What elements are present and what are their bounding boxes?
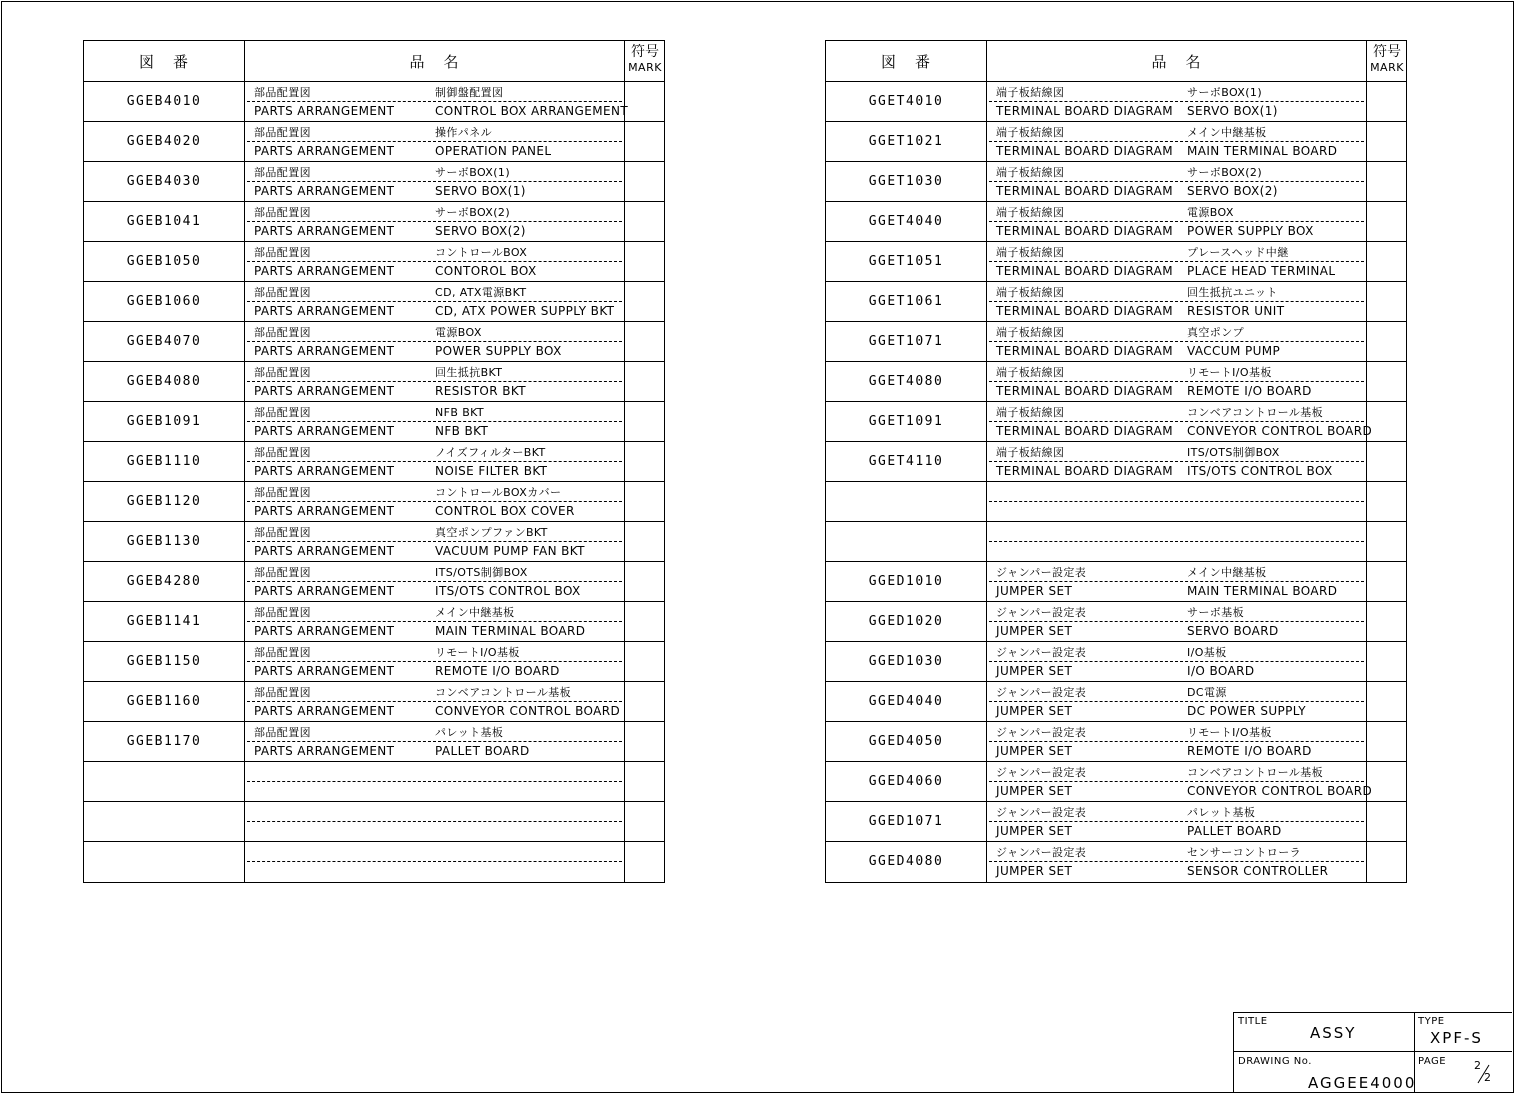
title-block-divider bbox=[1234, 1051, 1512, 1052]
dashed-separator bbox=[989, 101, 1364, 102]
dashed-separator bbox=[989, 621, 1364, 622]
table-row bbox=[826, 522, 1406, 562]
category-jp: 端子板結線図 bbox=[996, 446, 1065, 459]
dashed-separator bbox=[989, 741, 1364, 742]
page-total: 2 bbox=[1484, 1071, 1491, 1084]
item-name-en: ITS/OTS CONTROL BOX bbox=[435, 584, 581, 598]
item-name-en: SENSOR CONTROLLER bbox=[1187, 864, 1329, 878]
item-name-jp: メイン中継基板 bbox=[1187, 126, 1267, 139]
table-row bbox=[826, 402, 1406, 442]
table-row bbox=[84, 642, 664, 682]
drawing-number: GGET1091 bbox=[868, 414, 944, 429]
dashed-separator bbox=[247, 301, 622, 302]
header-mark bbox=[625, 41, 665, 81]
category-en: TERMINAL BOARD DIAGRAM bbox=[996, 424, 1173, 438]
item-name-jp: 真空ポンプファンBKT bbox=[435, 526, 548, 539]
item-name-jp: 回生抵抗ユニット bbox=[1187, 286, 1278, 299]
drawing-number: GGEB4080 bbox=[126, 374, 202, 389]
dashed-separator bbox=[989, 141, 1364, 142]
category-en: TERMINAL BOARD DIAGRAM bbox=[996, 384, 1173, 398]
table-row bbox=[84, 722, 664, 762]
title-block bbox=[1233, 1012, 1512, 1092]
item-name-en: SERVO BOX(2) bbox=[1187, 184, 1278, 198]
item-name-en: PALLET BOARD bbox=[1187, 824, 1282, 838]
dashed-separator bbox=[247, 581, 622, 582]
item-name-jp: メイン中継基板 bbox=[435, 606, 515, 619]
page-number: 2 bbox=[1474, 1059, 1481, 1072]
right-parts-table bbox=[825, 40, 1407, 883]
category-en: PARTS ARRANGEMENT bbox=[254, 584, 395, 598]
category-jp: 端子板結線図 bbox=[996, 246, 1065, 259]
category-en: PARTS ARRANGEMENT bbox=[254, 464, 395, 478]
drawing-number: GGED1071 bbox=[868, 814, 944, 829]
dashed-separator bbox=[247, 861, 622, 862]
item-name-jp: ITS/OTS制御BOX bbox=[1187, 446, 1280, 459]
table-row bbox=[826, 682, 1406, 722]
drawing-number bbox=[826, 522, 986, 561]
item-name-en: CONTROL BOX COVER bbox=[435, 504, 575, 518]
dashed-separator bbox=[989, 501, 1364, 502]
category-jp: 部品配置図 bbox=[254, 246, 311, 259]
item-name-jp: コンベアコントロール基板 bbox=[1187, 406, 1324, 419]
item-name-en: CONTROL BOX ARRANGEMENT bbox=[435, 104, 629, 118]
category-jp: 部品配置図 bbox=[254, 446, 311, 459]
table-row bbox=[826, 442, 1406, 482]
item-name-jp: リモートI/O基板 bbox=[1187, 366, 1272, 379]
dashed-separator bbox=[247, 101, 622, 102]
item-name-en: CONVEYOR CONTROL BOARD bbox=[1187, 424, 1373, 438]
item-name-jp: コントロールBOX bbox=[435, 246, 528, 259]
item-name-en: RESISTOR BKT bbox=[435, 384, 526, 398]
item-name-jp: 制御盤配置図 bbox=[435, 86, 504, 99]
category-en: PARTS ARRANGEMENT bbox=[254, 624, 395, 638]
item-name-jp: 操作パネル bbox=[435, 126, 492, 139]
category-en: PARTS ARRANGEMENT bbox=[254, 664, 395, 678]
category-en: TERMINAL BOARD DIAGRAM bbox=[996, 144, 1173, 158]
category-en: PARTS ARRANGEMENT bbox=[254, 344, 395, 358]
category-jp: 部品配置図 bbox=[254, 606, 311, 619]
dashed-separator bbox=[247, 261, 622, 262]
header-drawing-number: 図 番 bbox=[138, 52, 190, 71]
item-name-en: SERVO BOX(1) bbox=[1187, 104, 1278, 118]
item-name-jp: コントロールBOXカバー bbox=[435, 486, 562, 499]
dashed-separator bbox=[247, 341, 622, 342]
item-name-en: MAIN TERMINAL BOARD bbox=[435, 624, 586, 638]
item-name-en: OPERATION PANEL bbox=[435, 144, 552, 158]
table-row bbox=[826, 362, 1406, 402]
header-mark-jp: 符号 bbox=[631, 44, 659, 60]
drawing-number: GGED4040 bbox=[868, 694, 944, 709]
table-row bbox=[826, 562, 1406, 602]
category-jp: 部品配置図 bbox=[254, 526, 311, 539]
dashed-separator bbox=[247, 781, 622, 782]
category-jp: ジャンパー設定表 bbox=[996, 846, 1087, 859]
drawing-number: GGET4040 bbox=[868, 214, 944, 229]
category-jp: 部品配置図 bbox=[254, 686, 311, 699]
table-row bbox=[84, 482, 664, 522]
table-row bbox=[826, 322, 1406, 362]
table-row bbox=[826, 642, 1406, 682]
header-mark-en: MARK bbox=[628, 61, 662, 74]
item-name-jp: リモートI/O基板 bbox=[1187, 726, 1272, 739]
item-name-en: I/O BOARD bbox=[1187, 664, 1255, 678]
drawing-number: GGEB1120 bbox=[126, 494, 202, 509]
item-name-jp: サーボBOX(2) bbox=[435, 206, 511, 219]
dashed-separator bbox=[247, 381, 622, 382]
header-item-name: 品 名 bbox=[409, 52, 461, 71]
drawing-number: GGEB4280 bbox=[126, 574, 202, 589]
header-mark bbox=[1367, 41, 1407, 81]
drawing-number: GGET1071 bbox=[868, 334, 944, 349]
table-row bbox=[84, 842, 664, 882]
table-row bbox=[84, 82, 664, 122]
item-name-jp: センサーコントローラ bbox=[1187, 846, 1301, 859]
category-jp: 端子板結線図 bbox=[996, 286, 1065, 299]
category-en: PARTS ARRANGEMENT bbox=[254, 424, 395, 438]
dashed-separator bbox=[989, 781, 1364, 782]
table-row bbox=[826, 162, 1406, 202]
item-name-jp: CD, ATX電源BKT bbox=[435, 286, 527, 299]
category-jp: 部品配置図 bbox=[254, 566, 311, 579]
category-en: TERMINAL BOARD DIAGRAM bbox=[996, 464, 1173, 478]
category-en: TERMINAL BOARD DIAGRAM bbox=[996, 264, 1173, 278]
dashed-separator bbox=[989, 301, 1364, 302]
dashed-separator bbox=[989, 381, 1364, 382]
item-name-en: DC POWER SUPPLY bbox=[1187, 704, 1307, 718]
item-name-jp: サーボBOX(2) bbox=[1187, 166, 1263, 179]
drawing-number: GGET1051 bbox=[868, 254, 944, 269]
drawing-number: GGEB1091 bbox=[126, 414, 202, 429]
dashed-separator bbox=[989, 221, 1364, 222]
item-name-en: MAIN TERMINAL BOARD bbox=[1187, 144, 1338, 158]
header-mark-jp: 符号 bbox=[1373, 44, 1401, 60]
item-name-jp: サーボBOX(1) bbox=[435, 166, 511, 179]
table-row bbox=[826, 242, 1406, 282]
page-fraction bbox=[1474, 1059, 1494, 1087]
dashed-separator bbox=[989, 661, 1364, 662]
category-jp: 端子板結線図 bbox=[996, 166, 1065, 179]
item-name-en: MAIN TERMINAL BOARD bbox=[1187, 584, 1338, 598]
dashed-separator bbox=[247, 421, 622, 422]
item-name-en: ITS/OTS CONTROL BOX bbox=[1187, 464, 1333, 478]
header-mark-en: MARK bbox=[1370, 61, 1404, 74]
item-name-en: PALLET BOARD bbox=[435, 744, 530, 758]
table-row bbox=[826, 122, 1406, 162]
drawing-number: GGEB1130 bbox=[126, 534, 202, 549]
table-row bbox=[826, 842, 1406, 882]
dashed-separator bbox=[989, 461, 1364, 462]
item-name-en: CD, ATX POWER SUPPLY BKT bbox=[435, 304, 615, 318]
category-jp: 部品配置図 bbox=[254, 326, 311, 339]
category-en: JUMPER SET bbox=[996, 584, 1073, 598]
item-name-jp: プレースヘッド中継 bbox=[1187, 246, 1289, 259]
dashed-separator bbox=[247, 501, 622, 502]
drawing-number: GGEB1041 bbox=[126, 214, 202, 229]
table-row bbox=[84, 282, 664, 322]
category-en: TERMINAL BOARD DIAGRAM bbox=[996, 104, 1173, 118]
dashed-separator bbox=[247, 221, 622, 222]
dashed-separator bbox=[247, 141, 622, 142]
table-row bbox=[826, 802, 1406, 842]
item-name-jp: サーボBOX(1) bbox=[1187, 86, 1263, 99]
item-name-en: POWER SUPPLY BOX bbox=[435, 344, 562, 358]
table-row bbox=[826, 722, 1406, 762]
category-en: PARTS ARRANGEMENT bbox=[254, 104, 395, 118]
item-name-jp: コンベアコントロール基板 bbox=[1187, 766, 1324, 779]
category-jp: 端子板結線図 bbox=[996, 406, 1065, 419]
table-row bbox=[826, 82, 1406, 122]
category-en: PARTS ARRANGEMENT bbox=[254, 144, 395, 158]
drawing-number: GGEB4010 bbox=[126, 94, 202, 109]
left-parts-table bbox=[83, 40, 665, 883]
table-row bbox=[84, 522, 664, 562]
category-en: PARTS ARRANGEMENT bbox=[254, 264, 395, 278]
table-row bbox=[84, 762, 664, 802]
category-en: TERMINAL BOARD DIAGRAM bbox=[996, 184, 1173, 198]
category-en: TERMINAL BOARD DIAGRAM bbox=[996, 224, 1173, 238]
category-jp: 端子板結線図 bbox=[996, 326, 1065, 339]
table-row bbox=[826, 602, 1406, 642]
page-label: PAGE bbox=[1418, 1056, 1447, 1067]
item-name-jp: 真空ポンプ bbox=[1187, 326, 1244, 339]
dashed-separator bbox=[989, 861, 1364, 862]
table-row bbox=[826, 282, 1406, 322]
drawing-number: GGEB1141 bbox=[126, 614, 202, 629]
category-jp: ジャンパー設定表 bbox=[996, 566, 1087, 579]
item-name-jp: パレット基板 bbox=[435, 726, 504, 739]
category-jp: ジャンパー設定表 bbox=[996, 686, 1087, 699]
dashed-separator bbox=[247, 461, 622, 462]
item-name-en: POWER SUPPLY BOX bbox=[1187, 224, 1314, 238]
drawing-number: GGET4110 bbox=[868, 454, 944, 469]
table-row bbox=[84, 362, 664, 402]
drawing-number: GGEB4070 bbox=[126, 334, 202, 349]
item-name-jp: NFB BKT bbox=[435, 406, 485, 419]
table-row bbox=[84, 442, 664, 482]
category-en: PARTS ARRANGEMENT bbox=[254, 744, 395, 758]
category-en: PARTS ARRANGEMENT bbox=[254, 304, 395, 318]
table-row bbox=[84, 122, 664, 162]
category-jp: 部品配置図 bbox=[254, 126, 311, 139]
category-jp: 端子板結線図 bbox=[996, 126, 1065, 139]
dashed-separator bbox=[247, 701, 622, 702]
table-row bbox=[826, 762, 1406, 802]
dashed-separator bbox=[247, 541, 622, 542]
category-en: JUMPER SET bbox=[996, 704, 1073, 718]
table-header bbox=[84, 41, 664, 82]
drawing-number: GGED1010 bbox=[868, 574, 944, 589]
category-jp: ジャンパー設定表 bbox=[996, 806, 1087, 819]
drawing-number: GGEB1160 bbox=[126, 694, 202, 709]
item-name-en: CONVEYOR CONTROL BOARD bbox=[1187, 784, 1373, 798]
dashed-separator bbox=[247, 181, 622, 182]
table-row bbox=[84, 242, 664, 282]
category-jp: 部品配置図 bbox=[254, 286, 311, 299]
dashed-separator bbox=[989, 541, 1364, 542]
category-jp: 端子板結線図 bbox=[996, 206, 1065, 219]
item-name-en: VACUUM PUMP FAN BKT bbox=[435, 544, 585, 558]
table-row bbox=[826, 202, 1406, 242]
item-name-en: REMOTE I/O BOARD bbox=[1187, 744, 1312, 758]
item-name-en: NFB BKT bbox=[435, 424, 489, 438]
category-jp: ジャンパー設定表 bbox=[996, 646, 1087, 659]
category-jp: 部品配置図 bbox=[254, 166, 311, 179]
drawing-number: AGGEE4000 bbox=[1308, 1074, 1417, 1092]
dashed-separator bbox=[247, 821, 622, 822]
category-jp: ジャンパー設定表 bbox=[996, 766, 1087, 779]
category-jp: 部品配置図 bbox=[254, 206, 311, 219]
drawing-number: GGED1030 bbox=[868, 654, 944, 669]
drawing-type: XPF-S bbox=[1430, 1029, 1483, 1047]
header-drawing-number: 図 番 bbox=[880, 52, 932, 71]
item-name-jp: 回生抵抗BKT bbox=[435, 366, 503, 379]
category-jp: 端子板結線図 bbox=[996, 366, 1065, 379]
table-row bbox=[84, 802, 664, 842]
drawing-number: GGET1061 bbox=[868, 294, 944, 309]
category-en: TERMINAL BOARD DIAGRAM bbox=[996, 344, 1173, 358]
category-en: JUMPER SET bbox=[996, 784, 1073, 798]
drawing-number: GGEB1060 bbox=[126, 294, 202, 309]
category-en: JUMPER SET bbox=[996, 824, 1073, 838]
category-en: JUMPER SET bbox=[996, 664, 1073, 678]
drawing-number: GGED4050 bbox=[868, 734, 944, 749]
category-en: PARTS ARRANGEMENT bbox=[254, 544, 395, 558]
type-label: TYPE bbox=[1418, 1016, 1445, 1027]
table-row bbox=[84, 402, 664, 442]
drawing-number: GGEB4020 bbox=[126, 134, 202, 149]
item-name-jp: リモートI/O基板 bbox=[435, 646, 520, 659]
dashed-separator bbox=[247, 661, 622, 662]
category-en: PARTS ARRANGEMENT bbox=[254, 224, 395, 238]
drawing-title: ASSY bbox=[1310, 1024, 1357, 1042]
dashed-separator bbox=[989, 261, 1364, 262]
item-name-en: NOISE FILTER BKT bbox=[435, 464, 548, 478]
header-item-name: 品 名 bbox=[1151, 52, 1203, 71]
dashed-separator bbox=[247, 741, 622, 742]
category-jp: 部品配置図 bbox=[254, 86, 311, 99]
item-name-en: REMOTE I/O BOARD bbox=[435, 664, 560, 678]
category-jp: 部品配置図 bbox=[254, 646, 311, 659]
table-header bbox=[826, 41, 1406, 82]
drawing-number: GGEB1110 bbox=[126, 454, 202, 469]
item-name-jp: I/O基板 bbox=[1187, 646, 1227, 659]
drawing-number: GGEB1150 bbox=[126, 654, 202, 669]
drawing-number: GGET4080 bbox=[868, 374, 944, 389]
table-row bbox=[84, 202, 664, 242]
table-row bbox=[826, 482, 1406, 522]
drawing-number-label: DRAWING No. bbox=[1238, 1056, 1312, 1067]
item-name-jp: ITS/OTS制御BOX bbox=[435, 566, 528, 579]
drawing-number: GGET4010 bbox=[868, 94, 944, 109]
item-name-en: REMOTE I/O BOARD bbox=[1187, 384, 1312, 398]
category-en: JUMPER SET bbox=[996, 744, 1073, 758]
dashed-separator bbox=[247, 621, 622, 622]
dashed-separator bbox=[989, 821, 1364, 822]
item-name-jp: ノイズフィルターBKT bbox=[435, 446, 546, 459]
item-name-en: VACCUM PUMP bbox=[1187, 344, 1281, 358]
item-name-en: SERVO BOX(2) bbox=[435, 224, 526, 238]
item-name-en: RESISTOR UNIT bbox=[1187, 304, 1285, 318]
drawing-number bbox=[84, 842, 244, 881]
item-name-en: PLACE HEAD TERMINAL bbox=[1187, 264, 1336, 278]
table-row bbox=[84, 322, 664, 362]
item-name-jp: パレット基板 bbox=[1187, 806, 1256, 819]
drawing-number bbox=[84, 802, 244, 841]
category-en: PARTS ARRANGEMENT bbox=[254, 384, 395, 398]
table-row bbox=[84, 162, 664, 202]
item-name-jp: 電源BOX bbox=[1187, 206, 1234, 219]
item-name-jp: メイン中継基板 bbox=[1187, 566, 1267, 579]
drawing-number: GGEB1050 bbox=[126, 254, 202, 269]
dashed-separator bbox=[989, 341, 1364, 342]
item-name-en: CONVEYOR CONTROL BOARD bbox=[435, 704, 621, 718]
dashed-separator bbox=[989, 581, 1364, 582]
category-en: PARTS ARRANGEMENT bbox=[254, 504, 395, 518]
drawing-number: GGEB4030 bbox=[126, 174, 202, 189]
category-jp: 部品配置図 bbox=[254, 486, 311, 499]
drawing-number: GGED1020 bbox=[868, 614, 944, 629]
category-en: JUMPER SET bbox=[996, 864, 1073, 878]
category-jp: 部品配置図 bbox=[254, 366, 311, 379]
category-jp: 部品配置図 bbox=[254, 406, 311, 419]
drawing-number: GGEB1170 bbox=[126, 734, 202, 749]
table-row bbox=[84, 682, 664, 722]
drawing-number: GGET1021 bbox=[868, 134, 944, 149]
item-name-en: SERVO BOARD bbox=[1187, 624, 1279, 638]
drawing-number bbox=[84, 762, 244, 801]
category-jp: 端子板結線図 bbox=[996, 86, 1065, 99]
dashed-separator bbox=[989, 421, 1364, 422]
table-row bbox=[84, 602, 664, 642]
dashed-separator bbox=[989, 181, 1364, 182]
category-en: TERMINAL BOARD DIAGRAM bbox=[996, 304, 1173, 318]
category-en: JUMPER SET bbox=[996, 624, 1073, 638]
drawing-number: GGED4080 bbox=[868, 854, 944, 869]
title-label: TITLE bbox=[1238, 1016, 1268, 1027]
item-name-jp: サーボ基板 bbox=[1187, 606, 1244, 619]
category-en: PARTS ARRANGEMENT bbox=[254, 704, 395, 718]
category-jp: ジャンパー設定表 bbox=[996, 606, 1087, 619]
dashed-separator bbox=[989, 701, 1364, 702]
item-name-jp: 電源BOX bbox=[435, 326, 482, 339]
category-en: PARTS ARRANGEMENT bbox=[254, 184, 395, 198]
category-jp: 部品配置図 bbox=[254, 726, 311, 739]
item-name-jp: DC電源 bbox=[1187, 686, 1227, 699]
item-name-en: CONTOROL BOX bbox=[435, 264, 537, 278]
table-row bbox=[84, 562, 664, 602]
drawing-number: GGED4060 bbox=[868, 774, 944, 789]
item-name-jp: コンベアコントロール基板 bbox=[435, 686, 572, 699]
item-name-en: SERVO BOX(1) bbox=[435, 184, 526, 198]
drawing-number bbox=[826, 482, 986, 521]
drawing-number: GGET1030 bbox=[868, 174, 944, 189]
category-jp: ジャンパー設定表 bbox=[996, 726, 1087, 739]
